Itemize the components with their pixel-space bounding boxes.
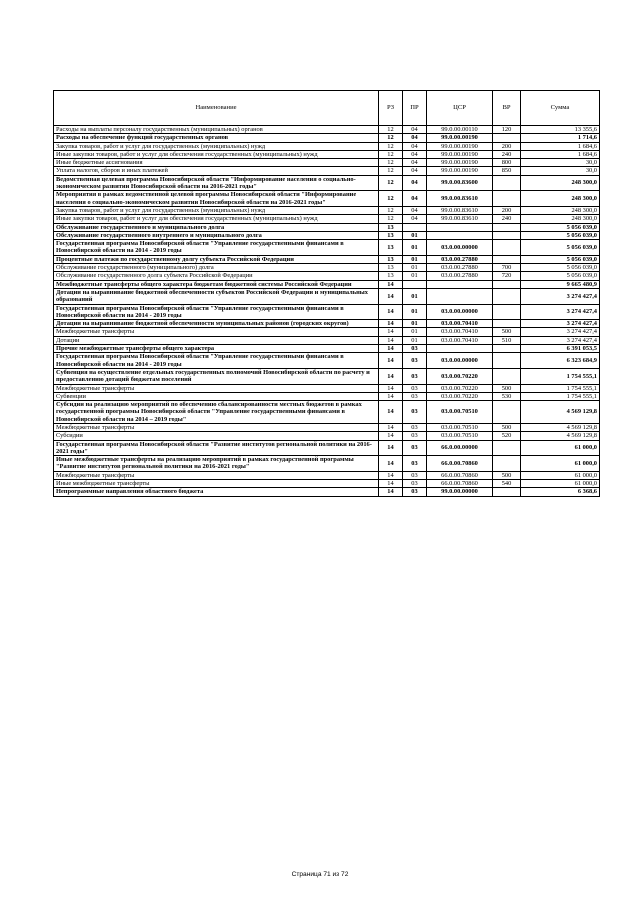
table-row [54, 304, 600, 320]
cell-sum: 5 056 039,0 [521, 264, 600, 272]
cell-pr: 01 [403, 320, 427, 328]
cell-vr [493, 191, 521, 207]
cell-csr: 99.0.00.83610 [427, 206, 493, 214]
cell-sum: 6 368,6 [521, 488, 600, 496]
cell-pr: 01 [403, 240, 427, 256]
cell-pr: 01 [403, 255, 427, 263]
cell-rz: 12 [379, 175, 403, 191]
cell-vr: 500 [493, 384, 521, 392]
cell-pr: 04 [403, 167, 427, 175]
table-row [54, 320, 600, 328]
cell-name: Государственная программа Новосибирской области "Развитие институтов региональной политики на 2016-2021 годы" [54, 440, 379, 456]
cell-pr: 01 [403, 264, 427, 272]
cell-rz: 14 [379, 440, 403, 456]
table-row [54, 432, 600, 440]
cell-rz: 14 [379, 423, 403, 431]
cell-pr: 01 [403, 328, 427, 336]
cell-csr: 03.0.00.27880 [427, 255, 493, 263]
cell-sum: 1 754 555,1 [521, 368, 600, 384]
cell-name: Иные закупки товаров, работ и услуг для обеспечения государственных (муниципальных) нужд [54, 215, 379, 223]
table-row [54, 223, 600, 231]
cell-sum: 1 684,6 [521, 142, 600, 150]
cell-vr: 530 [493, 392, 521, 400]
cell-pr: 04 [403, 206, 427, 214]
cell-name: Непрограммные направления областного бюджета [54, 488, 379, 496]
table-row [54, 175, 600, 191]
cell-csr [427, 223, 493, 231]
table-row [54, 191, 600, 207]
cell-vr [493, 440, 521, 456]
cell-csr: 03.0.00.70220 [427, 392, 493, 400]
table-row [54, 272, 600, 280]
cell-vr: 240 [493, 215, 521, 223]
cell-csr: 66.0.00.70860 [427, 480, 493, 488]
cell-vr [493, 255, 521, 263]
cell-sum: 9 665 480,9 [521, 280, 600, 288]
page-number: Страница 71 из 72 [291, 871, 349, 878]
cell-rz: 13 [379, 240, 403, 256]
cell-vr [493, 288, 521, 304]
cell-vr: 500 [493, 328, 521, 336]
cell-csr: 99.0.00.00110 [427, 126, 493, 134]
cell-name: Расходы на обеспечение функций государственных органов [54, 134, 379, 142]
cell-pr: 04 [403, 126, 427, 134]
cell-rz: 14 [379, 345, 403, 353]
cell-name: Межбюджетные трансферты [54, 384, 379, 392]
cell-vr: 240 [493, 150, 521, 158]
cell-sum: 1 684,6 [521, 150, 600, 158]
cell-sum: 3 274 427,4 [521, 328, 600, 336]
cell-sum: 4 569 129,8 [521, 401, 600, 424]
cell-name: Государственная программа Новосибирской области "Управление государственными финансами в Новосибирской области на 2014 - 2019 годы [54, 353, 379, 369]
cell-csr: 99.0.00.00000 [427, 488, 493, 496]
cell-pr [403, 280, 427, 288]
cell-name: Обслуживание государственного (муниципального) долга [54, 264, 379, 272]
cell-name: Процентные платежи по государственному долгу субъекта Российской Федерации [54, 255, 379, 263]
cell-name: Государственная программа Новосибирской области "Управление государственными финансами в Новосибирской области на 2014 - 2019 годы [54, 304, 379, 320]
cell-csr [427, 345, 493, 353]
cell-vr: 540 [493, 480, 521, 488]
cell-csr: 03.0.00.70410 [427, 328, 493, 336]
table-row [54, 280, 600, 288]
cell-csr: 03.0.00.00000 [427, 353, 493, 369]
cell-sum: 13 355,6 [521, 126, 600, 134]
header-csr: ЦСР [427, 91, 493, 126]
cell-pr: 03 [403, 488, 427, 496]
cell-pr: 03 [403, 440, 427, 456]
cell-vr: 720 [493, 272, 521, 280]
cell-csr: 99.0.00.00190 [427, 150, 493, 158]
cell-csr: 66.0.00.70860 [427, 471, 493, 479]
cell-pr: 03 [403, 480, 427, 488]
cell-rz: 14 [379, 480, 403, 488]
cell-pr: 01 [403, 272, 427, 280]
cell-pr: 04 [403, 215, 427, 223]
cell-csr [427, 231, 493, 239]
cell-csr: 66.0.00.70860 [427, 456, 493, 472]
cell-vr: 520 [493, 432, 521, 440]
cell-name: Ведомственная целевая программа Новосибирской области "Информирование населения о социально-экономическом развитии Новосибирской области на 2016-2021 годы" [54, 175, 379, 191]
cell-rz: 14 [379, 280, 403, 288]
cell-csr: 03.0.00.27880 [427, 264, 493, 272]
cell-sum: 6 391 053,5 [521, 345, 600, 353]
cell-rz: 12 [379, 206, 403, 214]
table-row [54, 150, 600, 158]
table-row [54, 231, 600, 239]
cell-vr: 120 [493, 126, 521, 134]
cell-csr: 03.0.00.70220 [427, 384, 493, 392]
cell-vr: 200 [493, 142, 521, 150]
table-row [54, 336, 600, 344]
header-sum: Сумма [521, 91, 600, 126]
table-row [54, 353, 600, 369]
cell-rz: 14 [379, 336, 403, 344]
cell-vr: 510 [493, 336, 521, 344]
cell-name: Дотации [54, 336, 379, 344]
cell-name: Закупка товаров, работ и услуг для государственных (муниципальных) нужд [54, 142, 379, 150]
table-row [54, 328, 600, 336]
cell-sum: 4 569 129,8 [521, 432, 600, 440]
cell-vr: 500 [493, 471, 521, 479]
cell-pr: 04 [403, 191, 427, 207]
cell-sum: 30,0 [521, 167, 600, 175]
cell-sum: 61 000,0 [521, 471, 600, 479]
table-row [54, 264, 600, 272]
cell-name: Иные межбюджетные трансферты [54, 480, 379, 488]
cell-pr: 04 [403, 142, 427, 150]
cell-sum: 1 714,6 [521, 134, 600, 142]
cell-rz: 14 [379, 471, 403, 479]
cell-vr [493, 345, 521, 353]
cell-csr: 66.0.00.00000 [427, 440, 493, 456]
table-row [54, 345, 600, 353]
table-row [54, 456, 600, 472]
cell-rz: 14 [379, 456, 403, 472]
cell-sum: 1 754 555,1 [521, 392, 600, 400]
cell-sum: 3 274 427,4 [521, 304, 600, 320]
cell-sum: 61 000,0 [521, 456, 600, 472]
cell-name: Субсидии [54, 432, 379, 440]
table-row [54, 255, 600, 263]
cell-pr: 03 [403, 432, 427, 440]
cell-pr: 03 [403, 345, 427, 353]
cell-vr: 700 [493, 264, 521, 272]
cell-pr: 03 [403, 456, 427, 472]
table-row [54, 368, 600, 384]
cell-name: Межбюджетные трансферты [54, 423, 379, 431]
cell-vr [493, 223, 521, 231]
cell-name: Расходы на выплаты персоналу государственных (муниципальных) органов [54, 126, 379, 134]
cell-sum: 4 569 129,8 [521, 423, 600, 431]
cell-vr [493, 401, 521, 424]
cell-rz: 12 [379, 134, 403, 142]
cell-sum: 6 323 684,9 [521, 353, 600, 369]
cell-vr: 500 [493, 423, 521, 431]
cell-csr: 99.0.00.00190 [427, 167, 493, 175]
cell-vr: 850 [493, 167, 521, 175]
cell-sum: 61 000,0 [521, 480, 600, 488]
cell-pr: 03 [403, 471, 427, 479]
table-row [54, 480, 600, 488]
table-row [54, 440, 600, 456]
cell-name: Дотации на выравнивание бюджетной обеспеченности муниципальных районов (городских округов) [54, 320, 379, 328]
cell-sum: 30,0 [521, 159, 600, 167]
cell-sum: 248 300,0 [521, 206, 600, 214]
cell-csr: 03.0.00.70510 [427, 423, 493, 431]
table-row [54, 423, 600, 431]
cell-csr [427, 288, 493, 304]
cell-csr: 99.0.00.83610 [427, 191, 493, 207]
cell-sum: 248 300,0 [521, 191, 600, 207]
cell-rz: 14 [379, 432, 403, 440]
header-rz: РЗ [379, 91, 403, 126]
cell-rz: 13 [379, 264, 403, 272]
cell-csr: 99.0.00.00190 [427, 134, 493, 142]
cell-rz: 13 [379, 255, 403, 263]
cell-rz: 14 [379, 401, 403, 424]
cell-csr: 99.0.00.83610 [427, 215, 493, 223]
cell-name: Иные закупки товаров, работ и услуг для обеспечения государственных (муниципальных) нужд [54, 150, 379, 158]
cell-name: Субвенции [54, 392, 379, 400]
cell-vr [493, 280, 521, 288]
cell-rz: 14 [379, 384, 403, 392]
cell-rz: 14 [379, 304, 403, 320]
cell-vr [493, 134, 521, 142]
cell-rz: 14 [379, 328, 403, 336]
cell-sum: 5 056 039,0 [521, 272, 600, 280]
table-row [54, 488, 600, 496]
cell-sum: 5 056 039,0 [521, 231, 600, 239]
cell-sum: 5 056 039,0 [521, 240, 600, 256]
table-row [54, 159, 600, 167]
cell-pr: 01 [403, 288, 427, 304]
cell-csr: 03.0.00.70510 [427, 401, 493, 424]
table-row [54, 206, 600, 214]
cell-rz: 12 [379, 191, 403, 207]
cell-pr [403, 223, 427, 231]
cell-rz: 13 [379, 223, 403, 231]
cell-rz: 12 [379, 215, 403, 223]
cell-csr: 99.0.00.00190 [427, 142, 493, 150]
cell-name: Субсидии на реализацию мероприятий по обеспечению сбалансированности местных бюджетов в рамках государственной программы Новосибирской области "Управление государственными финансами в Новосибирской области на 2014 – 2019 годы" [54, 401, 379, 424]
table-row [54, 167, 600, 175]
cell-name: Мероприятия в рамках ведомственной целевой программы Новосибирской области "Информирование населения о социально-экономическом развитии Новосибирской области на 2016-2021 годы" [54, 191, 379, 207]
cell-name: Обслуживание государственного и муниципального долга [54, 223, 379, 231]
cell-name: Межбюджетные трансферты [54, 328, 379, 336]
cell-pr: 04 [403, 175, 427, 191]
table-row [54, 401, 600, 424]
cell-name: Иные межбюджетные трансферты на реализацию мероприятий в рамках государственной программы "Развитие институтов региональной политики на 2016-2021 годы" [54, 456, 379, 472]
cell-name: Обслуживание государственного долга субъекта Российской Федерации [54, 272, 379, 280]
cell-pr: 03 [403, 423, 427, 431]
cell-pr: 04 [403, 150, 427, 158]
cell-name: Обслуживание государственного внутреннего и муниципального долга [54, 231, 379, 239]
cell-rz: 12 [379, 150, 403, 158]
cell-csr: 03.0.00.00000 [427, 240, 493, 256]
cell-pr: 03 [403, 368, 427, 384]
cell-name: Иные бюджетные ассигнования [54, 159, 379, 167]
table-row [54, 215, 600, 223]
header-name: Наименование [54, 91, 379, 126]
cell-csr: 03.0.00.70510 [427, 432, 493, 440]
cell-csr: 03.0.00.70410 [427, 320, 493, 328]
table-row [54, 126, 600, 134]
table-row [54, 392, 600, 400]
cell-vr [493, 368, 521, 384]
cell-sum: 3 274 427,4 [521, 288, 600, 304]
cell-vr [493, 353, 521, 369]
table-row [54, 384, 600, 392]
table-row [54, 134, 600, 142]
cell-rz: 12 [379, 126, 403, 134]
cell-sum: 1 754 555,1 [521, 384, 600, 392]
cell-sum: 248 300,0 [521, 175, 600, 191]
cell-vr [493, 456, 521, 472]
cell-rz: 14 [379, 288, 403, 304]
table-row [54, 288, 600, 304]
cell-rz: 13 [379, 231, 403, 239]
cell-sum: 5 056 039,0 [521, 255, 600, 263]
cell-csr [427, 280, 493, 288]
cell-rz: 14 [379, 368, 403, 384]
cell-name: Прочие межбюджетные трансферты общего характера [54, 345, 379, 353]
cell-sum: 3 274 427,4 [521, 320, 600, 328]
cell-vr [493, 240, 521, 256]
cell-name: Субвенция на осуществление отдельных государственных полномочий Новосибирской области по расчету и предоставлению дотаций бюджетам поселений [54, 368, 379, 384]
cell-pr: 03 [403, 401, 427, 424]
cell-name: Закупка товаров, работ и услуг для государственных (муниципальных) нужд [54, 206, 379, 214]
cell-rz: 13 [379, 272, 403, 280]
cell-rz: 14 [379, 353, 403, 369]
cell-rz: 12 [379, 167, 403, 175]
cell-vr [493, 304, 521, 320]
cell-vr [493, 320, 521, 328]
cell-csr: 99.0.00.83600 [427, 175, 493, 191]
cell-name: Уплата налогов, сборов и иных платежей [54, 167, 379, 175]
cell-vr [493, 175, 521, 191]
cell-name: Межбюджетные трансферты [54, 471, 379, 479]
cell-rz: 14 [379, 320, 403, 328]
table-header-row [54, 91, 600, 126]
table-row [54, 142, 600, 150]
cell-sum: 5 056 039,0 [521, 223, 600, 231]
header-pr: ПР [403, 91, 427, 126]
cell-name: Межбюджетные трансферты общего характера бюджетам бюджетной системы Российской Федерации [54, 280, 379, 288]
cell-sum: 61 000,0 [521, 440, 600, 456]
cell-csr: 99.0.00.00190 [427, 159, 493, 167]
cell-vr: 200 [493, 206, 521, 214]
cell-sum: 3 274 427,4 [521, 336, 600, 344]
cell-vr: 800 [493, 159, 521, 167]
cell-rz: 12 [379, 142, 403, 150]
cell-pr: 04 [403, 159, 427, 167]
cell-csr: 03.0.00.27880 [427, 272, 493, 280]
cell-pr: 01 [403, 231, 427, 239]
cell-pr: 03 [403, 392, 427, 400]
table-row [54, 240, 600, 256]
header-vr: ВР [493, 91, 521, 126]
cell-csr: 03.0.00.70410 [427, 336, 493, 344]
cell-csr: 03.0.00.70220 [427, 368, 493, 384]
cell-sum: 248 300,0 [521, 215, 600, 223]
budget-table [53, 90, 600, 497]
table-row [54, 471, 600, 479]
cell-name: Государственная программа Новосибирской области "Управление государственными финансами в Новосибирской области на 2014 - 2019 годы [54, 240, 379, 256]
cell-pr: 01 [403, 304, 427, 320]
cell-pr: 01 [403, 336, 427, 344]
cell-csr: 03.0.00.00000 [427, 304, 493, 320]
cell-pr: 03 [403, 384, 427, 392]
cell-rz: 14 [379, 488, 403, 496]
cell-rz: 14 [379, 392, 403, 400]
cell-pr: 04 [403, 134, 427, 142]
cell-rz: 12 [379, 159, 403, 167]
cell-vr [493, 488, 521, 496]
cell-vr [493, 231, 521, 239]
cell-pr: 03 [403, 353, 427, 369]
cell-name: Дотации на выравнивание бюджетной обеспеченности субъектов Российской Федерации и муниципальных образований [54, 288, 379, 304]
